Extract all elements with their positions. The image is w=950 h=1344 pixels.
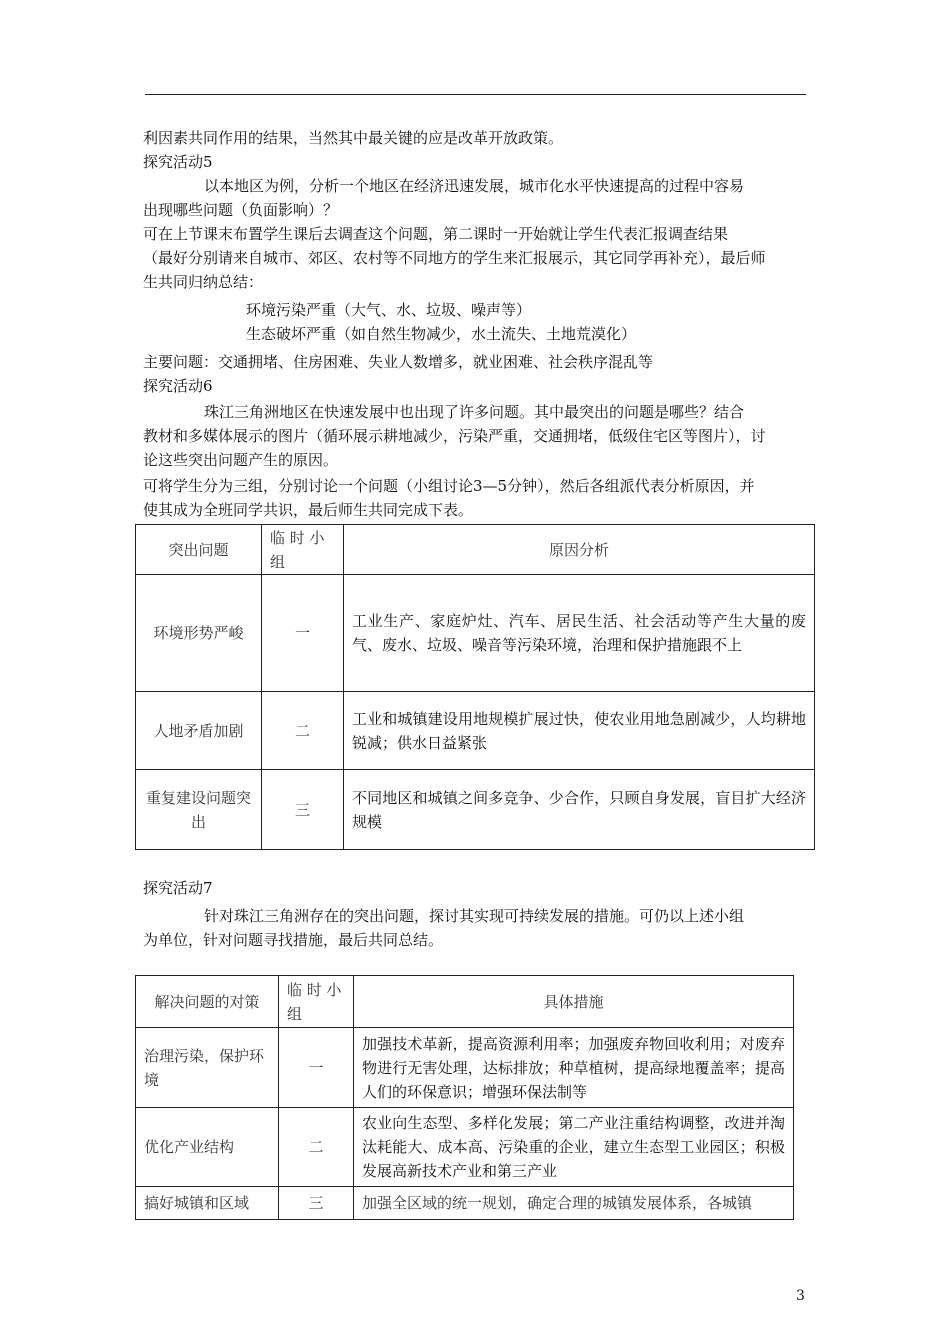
strategies-table	[135, 975, 794, 1220]
paragraph: 为单位，针对问题寻找措施，最后共同总结。	[143, 931, 444, 949]
table-row	[136, 692, 815, 770]
paragraph: 可在上节课末布置学生课后去调查这个问题，第二课时一开始就让学生代表汇报调查结果	[143, 225, 729, 243]
activity-5-title: 探究活动5	[143, 153, 213, 171]
measures-cell: 加强技术革新，提高资源利用率；加强废弃物回收利用；对废弃物进行无害处理，达标排放；种草植树，提高绿地覆盖率；提高人们的环保意识；增强环保法制等	[354, 1028, 794, 1108]
paragraph: 利因素共同作用的结果，当然其中最关键的应是改革开放政策。	[143, 129, 564, 147]
group-cell: 三	[262, 770, 344, 850]
activity-7-title: 探究活动7	[143, 879, 213, 897]
paragraph: 以本地区为例，分析一个地区在经济迅速发展，城市化水平快速提高的过程中容易	[204, 177, 745, 195]
table-row	[136, 1187, 794, 1220]
strategy-cell: 搞好城镇和区域	[136, 1187, 279, 1220]
table-header: 具体措施	[354, 976, 794, 1028]
group-cell: 二	[279, 1108, 354, 1187]
page-number: 3	[796, 1288, 805, 1304]
table-header-row	[136, 525, 815, 575]
summary-item: 生态破坏严重（如自然生物减少，水土流失、土地荒漠化）	[246, 325, 637, 343]
problem-cell: 环境形势严峻	[136, 575, 262, 692]
paragraph: 出现哪些问题（负面影响）？	[143, 201, 339, 219]
summary-item: 环境污染严重（大气、水、垃圾、噪声等）	[246, 301, 532, 319]
group-cell: 一	[279, 1028, 354, 1108]
table-row	[136, 770, 815, 850]
group-cell: 一	[262, 575, 344, 692]
strategy-cell: 治理污染，保护环境	[136, 1028, 279, 1108]
table-header: 解决问题的对策	[136, 976, 279, 1028]
paragraph: 可将学生分为三组，分别讨论一个问题（小组讨论3—5分钟），然后各组派代表分析原因，并	[143, 477, 755, 495]
table-row	[136, 1108, 794, 1187]
paragraph: 主要问题：交通拥堵、住房困难、失业人数增多，就业困难、社会秩序混乱等	[143, 353, 654, 371]
reason-cell: 工业生产、家庭炉灶、汽车、居民生活、社会活动等产生大量的废气、废水、垃圾、噪音等污染环境，治理和保护措施跟不上	[344, 575, 815, 692]
reason-cell: 工业和城镇建设用地规模扩展过快，使农业用地急剧减少，人均耕地锐减；供水日益紧张	[344, 692, 815, 770]
paragraph: 教材和多媒体展示的图片（循环展示耕地减少，污染严重，交通拥堵，低级住宅区等图片），讨	[143, 427, 766, 445]
table-header: 临 时 小 组	[279, 976, 354, 1028]
header-rule	[145, 94, 806, 95]
paragraph: （最好分别请来自城市、郊区、农村等不同地方的学生来汇报展示，其它同学再补充），最后师	[143, 249, 766, 267]
activity-6-title: 探究活动6	[143, 377, 213, 395]
table-header: 临 时 小 组	[262, 525, 344, 575]
measures-cell: 农业向生态型、多样化发展；第二产业注重结构调整，改进并淘汰耗能大、成本高、污染重的企业，建立生态型工业园区；积极发展高新技术产业和第三产业	[354, 1108, 794, 1187]
table-row	[136, 1028, 794, 1108]
table-header: 原因分析	[344, 525, 815, 575]
measures-cell: 加强全区域的统一规划，确定合理的城镇发展体系，各城镇	[354, 1187, 794, 1220]
paragraph: 珠江三角洲地区在快速发展中也出现了许多问题。其中最突出的问题是哪些？结合	[204, 403, 745, 421]
table-header-row	[136, 976, 794, 1028]
strategy-cell: 优化产业结构	[136, 1108, 279, 1187]
paragraph: 论这些突出问题产生的原因。	[143, 451, 339, 469]
reason-cell: 不同地区和城镇之间多竞争、少合作，只顾自身发展，盲目扩大经济规模	[344, 770, 815, 850]
paragraph: 生共同归纳总结：	[143, 273, 264, 291]
table-row	[136, 575, 815, 692]
group-cell: 三	[279, 1187, 354, 1220]
problem-cell: 重复建设问题突出	[136, 770, 262, 850]
table-header: 突出问题	[136, 525, 262, 575]
group-cell: 二	[262, 692, 344, 770]
problems-table	[135, 524, 815, 850]
paragraph: 针对珠江三角洲存在的突出问题，探讨其实现可持续发展的措施。可仍以上述小组	[204, 907, 745, 925]
paragraph: 使其成为全班同学共识，最后师生共同完成下表。	[143, 501, 474, 519]
problem-cell: 人地矛盾加剧	[136, 692, 262, 770]
